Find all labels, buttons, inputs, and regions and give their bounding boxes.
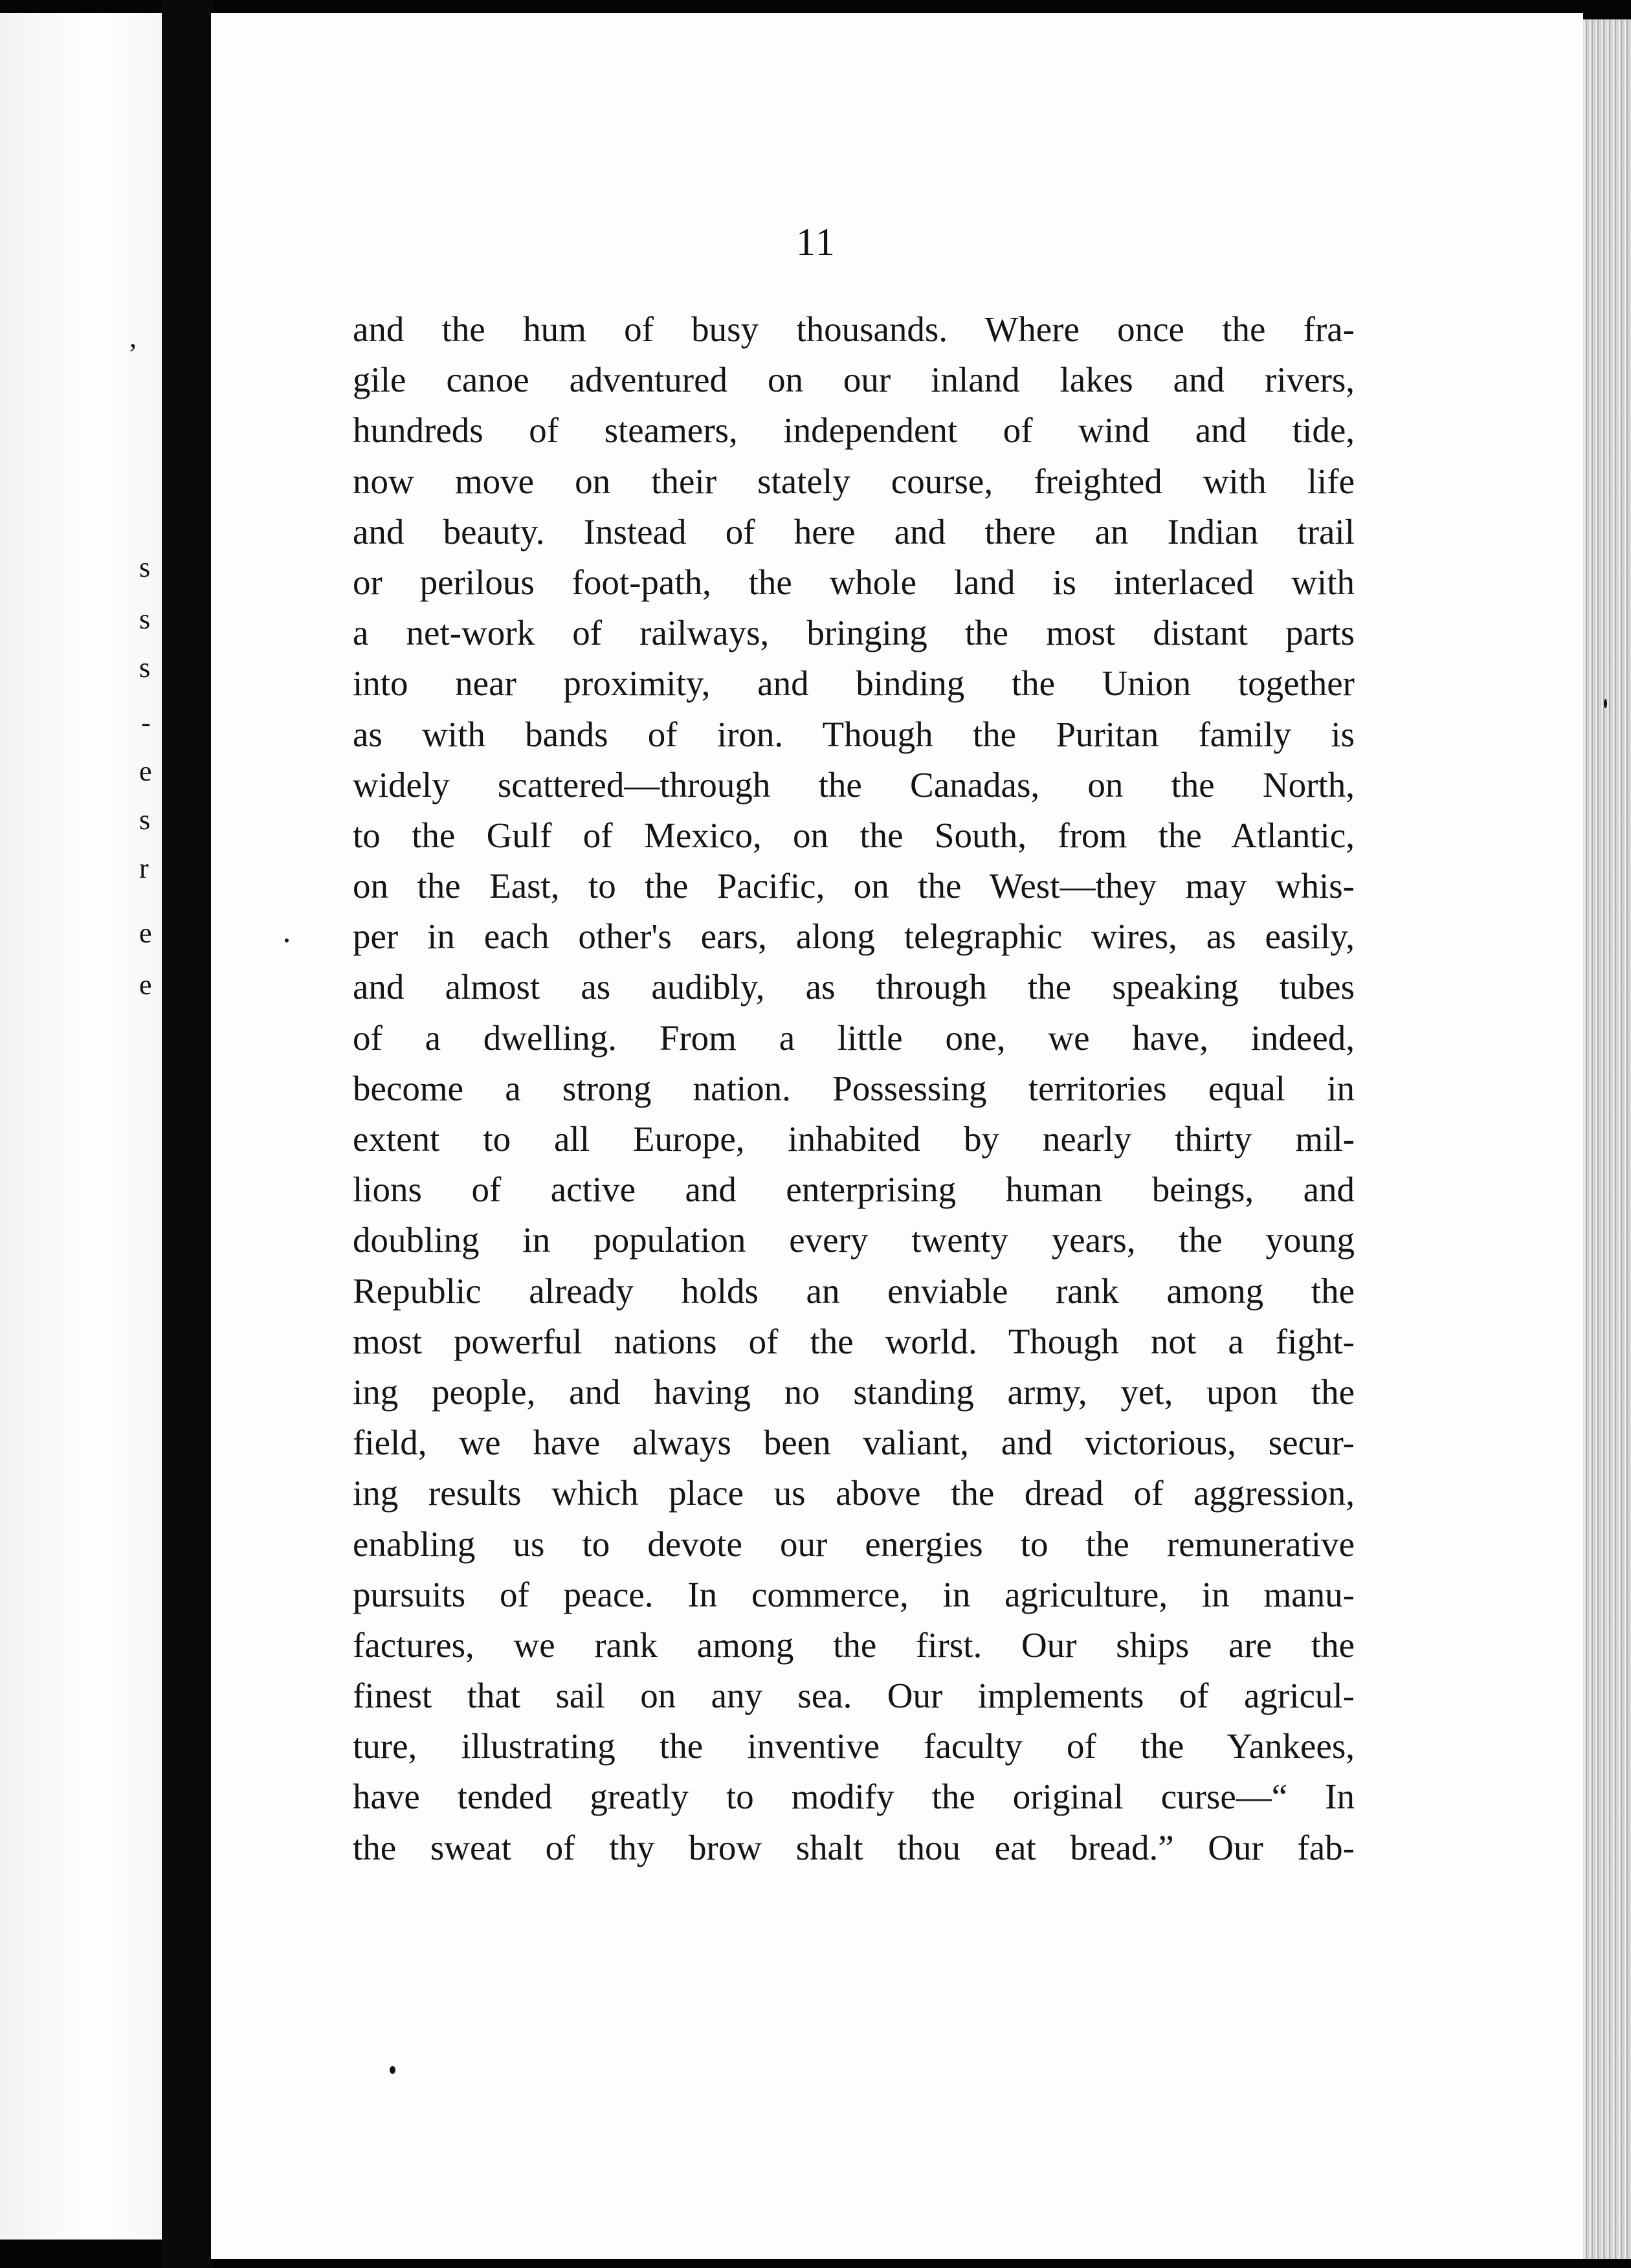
text-line: ing results which place us above the dread of aggression, <box>353 1473 1355 1513</box>
left-page-fragment: s <box>139 603 151 635</box>
text-line: doubling in population every twenty years, the young <box>353 1220 1355 1260</box>
text-line: now move on their stately course, freighted with life <box>353 461 1355 501</box>
left-page-fragment: e <box>139 917 152 949</box>
text-line: a net-work of railways, bringing the most distant parts <box>353 613 1355 653</box>
text-line: into near proximity, and binding the Union together <box>353 663 1355 704</box>
book-gutter <box>162 0 214 2268</box>
left-page-fragment: s <box>139 804 151 836</box>
text-line: the sweat of thy brow shalt thou eat bread.” Our fab- <box>353 1827 1355 1867</box>
ink-speck <box>390 2066 395 2074</box>
ink-speck <box>1604 699 1607 708</box>
text-line: factures, we rank among the first. Our ships are the <box>353 1625 1355 1665</box>
text-line: and beauty. Instead of here and there an Indian trail <box>353 511 1355 551</box>
text-line: ture, illustrating the inventive faculty of the Yankees, <box>353 1726 1355 1766</box>
left-page-fragment: s <box>139 551 151 583</box>
text-line: enabling us to devote our energies to the remunerative <box>353 1524 1355 1564</box>
left-page-fragment: e <box>139 755 152 787</box>
left-page-fragment: r <box>139 852 149 884</box>
text-line: become a strong nation. Possessing territories equal in <box>353 1068 1355 1108</box>
left-page-fragment: s <box>139 652 151 684</box>
text-line: as with bands of iron. Though the Puritan family is <box>353 714 1355 754</box>
page-block-edge <box>1583 19 1631 2259</box>
text-line: of a dwelling. From a little one, we have, indeed, <box>353 1017 1355 1058</box>
text-line: Republic already holds an enviable rank among the <box>353 1271 1355 1311</box>
text-line: ing people, and having no standing army, yet, upon the <box>353 1372 1355 1412</box>
body-text <box>353 304 1355 1873</box>
text-line: finest that sail on any sea. Our implements of agricul- <box>353 1676 1355 1716</box>
text-line: gile canoe adventured on our inland lakes and rivers, <box>353 360 1355 400</box>
text-line: widely scattered—through the Canadas, on the North, <box>353 764 1355 805</box>
left-page-fragment: e <box>139 969 152 1001</box>
text-line: have tended greatly to modify the original curse—“ In <box>353 1777 1355 1817</box>
left-page-fragment: , <box>129 322 137 353</box>
ink-speck <box>285 939 289 942</box>
left-page-fragment: - <box>141 707 151 739</box>
text-line: most powerful nations of the world. Though not a fight- <box>353 1321 1355 1361</box>
text-line: and the hum of busy thousands. Where once the fra- <box>353 309 1355 349</box>
text-line: per in each other's ears, along telegraphic wires, as easily, <box>353 917 1355 957</box>
text-line: pursuits of peace. In commerce, in agriculture, in manu- <box>353 1574 1355 1614</box>
text-line: extent to all Europe, inhabited by nearly thirty mil- <box>353 1119 1355 1159</box>
text-line: hundreds of steamers, independent of wind and tide, <box>353 410 1355 450</box>
text-line: on the East, to the Pacific, on the West—they may whis- <box>353 866 1355 906</box>
text-line: or perilous foot-path, the whole land is interlaced with <box>353 562 1355 602</box>
text-line: lions of active and enterprising human beings, and <box>353 1170 1355 1210</box>
previous-page-edge <box>0 13 162 2240</box>
page-number: 11 <box>796 221 836 263</box>
text-line: and almost as audibly, as through the speaking tubes <box>353 967 1355 1007</box>
text-line: field, we have always been valiant, and victorious, secur- <box>353 1423 1355 1463</box>
text-line: to the Gulf of Mexico, on the South, from the Atlantic, <box>353 815 1355 855</box>
